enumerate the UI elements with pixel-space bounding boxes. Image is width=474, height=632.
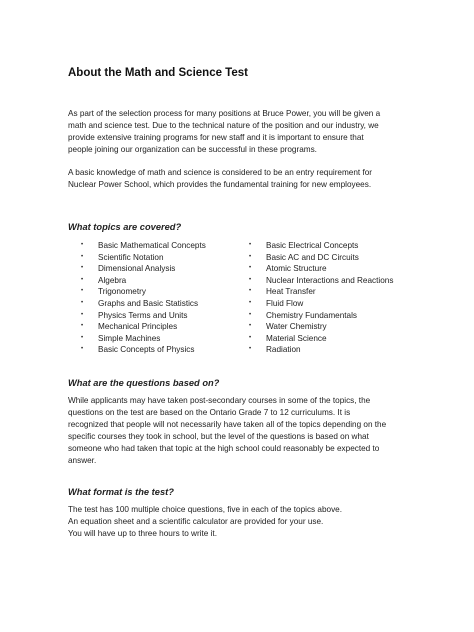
bullet-icon: • [249,242,252,248]
intro-line: math and science test. Due to the technical nature of the position and our industry, we [68,121,379,130]
knowledge-line: A basic knowledge of math and science is considered to be an entry requirement for [68,168,373,177]
bullet-icon: • [81,288,84,295]
format-line: The test has 100 multiple choice questions, five in each of the topics above. [68,505,342,514]
knowledge-paragraph [68,167,413,191]
page-title: About the Math and Science Test [68,67,248,79]
bullet-icon: • [81,299,84,306]
questions-heading: What are the questions based on? [68,378,220,388]
bullet-icon: • [249,346,252,353]
questions-line: specific courses they took in school, but the level of the questions is based on what [68,432,369,441]
bullet-icon: • [249,253,252,260]
questions-line: recognized that people will not necessarily have taken all of the topics depending on the [68,420,387,429]
bullet-icon: • [249,323,252,330]
intro-line: people joining our organization can be successful in these programs. [68,145,317,154]
bullet-icon: • [81,346,84,353]
bullet-icon: • [81,334,84,341]
questions-line: someone who had taken that topic at the high school could reasonably be expected to [68,444,380,453]
questions-line: While applicants may have taken post-secondary courses in some of the topics, the [68,396,371,405]
questions-paragraph [68,395,413,467]
bullet-icon: • [81,311,84,318]
bullet-icon: • [249,265,252,272]
bullet-icon: • [249,299,252,306]
bullet-icon: • [81,276,84,283]
bullet-icon: • [249,276,252,283]
questions-line: answer. [68,456,97,465]
intro-line: provide extensive training programs for new staff and it is important to ensure that [68,133,364,142]
format-line: An equation sheet and a scientific calculator are provided for your use. [68,517,324,526]
bullet-icon: • [81,253,84,260]
bullet-icon: • [81,242,84,248]
bullet-icon: • [249,311,252,318]
format-heading: What format is the test? [68,487,174,497]
knowledge-line: Nuclear Power School, which provides the fundamental training for new employees. [68,180,372,189]
intro-line: As part of the selection process for many positions at Bruce Power, you will be given a [68,109,381,118]
questions-line: questions on the test are based on the Ontario Grade 7 to 12 curriculums. It is [68,408,351,417]
bullet-icon: • [249,288,252,295]
format-paragraph [68,504,413,540]
format-line: You will have up to three hours to write it. [68,529,217,538]
bullet-icon: • [249,334,252,341]
bullet-icon: • [81,265,84,272]
intro-paragraph [68,108,413,156]
bullet-icon: • [81,323,84,330]
topics-heading: What topics are covered? [68,222,182,232]
